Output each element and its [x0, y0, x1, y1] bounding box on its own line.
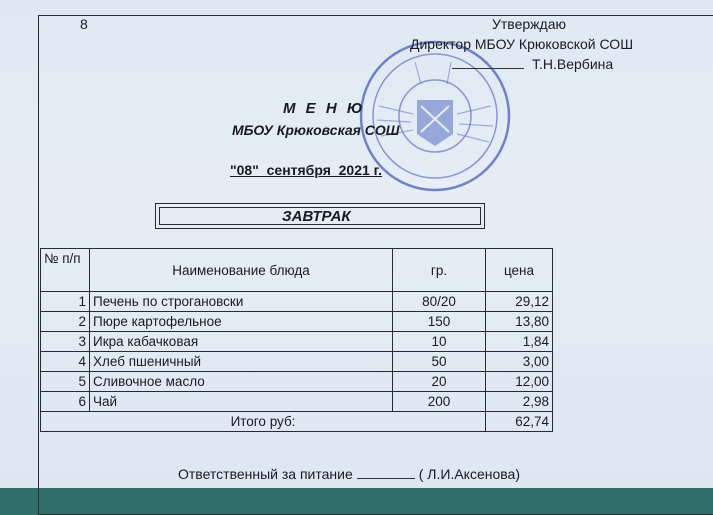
row-name: Печень по строгановски: [90, 292, 393, 312]
school-name: МБОУ Крюковская СОШ: [232, 122, 400, 138]
row-num: 6: [41, 392, 90, 412]
row-name: Чай: [90, 392, 393, 412]
row-name: Пюре картофельное: [90, 312, 393, 332]
page-number: 8: [80, 16, 88, 32]
row-name: Сливочное масло: [90, 372, 393, 392]
header-num: № п/п: [41, 249, 90, 292]
row-grams: 150: [393, 312, 486, 332]
menu-title: М Е Н Ю: [283, 100, 366, 117]
row-num: 2: [41, 312, 90, 332]
row-price: 3,00: [486, 352, 553, 372]
row-grams: 50: [393, 352, 486, 372]
row-num: 1: [41, 292, 90, 312]
table-row: [41, 352, 553, 372]
meal-heading: ЗАВТРАК: [159, 207, 481, 225]
total-value: 62,74: [486, 412, 553, 432]
header-name: Наименование блюда: [90, 249, 393, 292]
approval-block: [410, 14, 670, 74]
header-grams: гр.: [393, 249, 486, 292]
signature-line: [452, 56, 524, 69]
total-label: Итого руб:: [41, 412, 486, 432]
header-price: цена: [486, 249, 553, 292]
meal-heading-box: [155, 203, 485, 229]
row-grams: 80/20: [393, 292, 486, 312]
menu-table: [40, 248, 553, 432]
row-price: 1,84: [486, 332, 553, 352]
table-row: [41, 392, 553, 412]
row-grams: 20: [393, 372, 486, 392]
row-grams: 200: [393, 392, 486, 412]
row-price: 29,12: [486, 292, 553, 312]
responsible-label: Ответственный за питание: [178, 466, 353, 482]
row-price: 12,00: [486, 372, 553, 392]
responsible-line: [178, 466, 520, 482]
table-row: [41, 292, 553, 312]
responsible-name: ( Л.И.Аксенова): [418, 466, 520, 482]
approval-heading: Утверждаю: [492, 16, 566, 32]
responsible-signature-line: [357, 466, 415, 479]
row-price: 13,80: [486, 312, 553, 332]
menu-date: "08" сентября 2021 г.: [230, 162, 382, 178]
row-num: 4: [41, 352, 90, 372]
table-total-row: [41, 412, 553, 432]
row-price: 2,98: [486, 392, 553, 412]
row-num: 3: [41, 332, 90, 352]
row-name: Хлеб пшеничный: [90, 352, 393, 372]
row-grams: 10: [393, 332, 486, 352]
approval-position: Директор МБОУ Крюковской СОШ: [410, 36, 634, 52]
table-row: [41, 332, 553, 352]
row-name: Икра кабачковая: [90, 332, 393, 352]
table-header-row: [41, 249, 553, 292]
row-num: 5: [41, 372, 90, 392]
table-row: [41, 372, 553, 392]
approval-signature-row: [410, 54, 670, 74]
director-name: Т.Н.Вербина: [532, 56, 614, 72]
table-row: [41, 312, 553, 332]
